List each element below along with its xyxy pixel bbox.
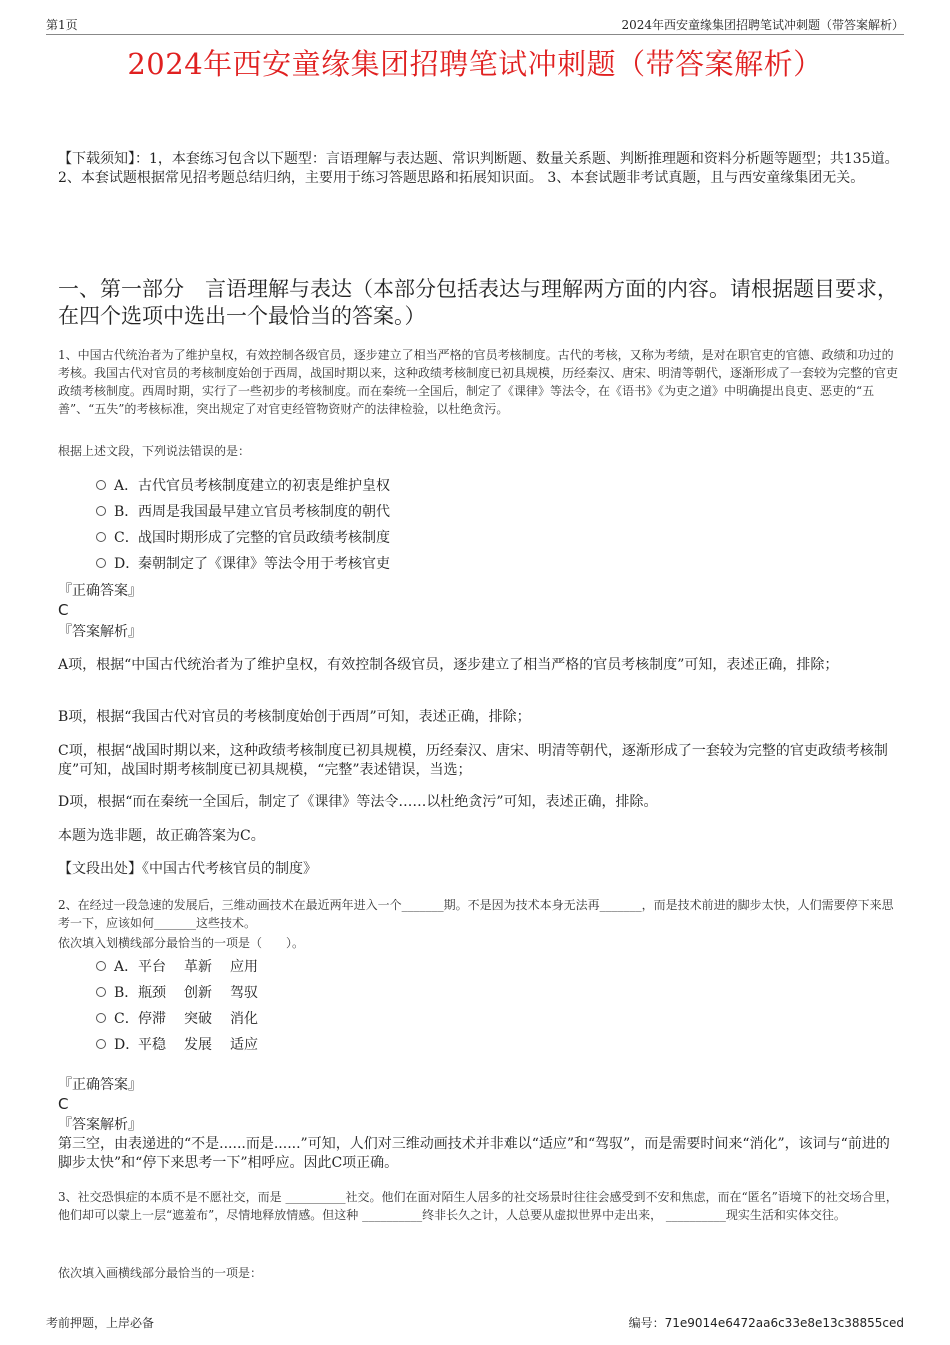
q1-conclusion: 本题为选非题，故正确答案为C。 (58, 828, 265, 844)
q1-analysis-a: A项，根据“中国古代统治者为了维护皇权，有效控制各级官员，逐步建立了相当严格的官员考核制度”可知，表述正确，排除； (58, 657, 839, 673)
q2-option-c[interactable]: C．停滞 突破 消化 (96, 1009, 276, 1029)
radio-icon[interactable] (96, 1013, 106, 1023)
footer-code: 编号：71e9014e6472aa6c33e8e13c38855ced (628, 1316, 904, 1330)
q2-option-a[interactable]: A．平台 革新 应用 (96, 957, 276, 977)
q1-option-c[interactable]: C．战国时期形成了完整的官员政绩考核制度 (96, 528, 390, 548)
document-title: 2024年西安童缘集团招聘笔试冲刺题（带答案解析） (127, 47, 823, 81)
radio-icon[interactable] (96, 1039, 106, 1049)
radio-icon[interactable] (96, 506, 106, 516)
q1-analysis-d: D项，根据“而在秦统一全国后，制定了《课律》等法令……以杜绝贪污”可知，表述正确，排除。 (58, 794, 658, 810)
page-number: 第1页 (46, 18, 78, 32)
q2-answer-label: 『正确答案』 (58, 1077, 142, 1093)
q1-stem: 1、中国古代统治者为了维护皇权，有效控制各级官员，逐步建立了相当严格的官员考核制度。古代的考核，又称为考绩，是对在职官吏的官德、政绩和功过的考核。我国古代对官员的考核制度始创于西周，战国时期以来，这种政绩考核制度已初具规模，历经秦汉、唐宋、明清等朝代，逐渐形成了一套较为完整的官吏政绩考核制度。西周时期，实行了一些初步的考核制度。而在秦统一全国后，制定了《课律》等法令，在《语书》《为吏之道》中明确提出良吏、恶吏的“五善”、“五失”的考核标准，突出规定了对官吏经管物资财产的法律检验，以杜绝贪污。 (58, 348, 899, 416)
download-notice: 【下载须知】：1，本套练习包含以下题型：言语理解与表达题、常识判断题、数量关系题、判断推理题和资料分析题等题型；共135道。 2、本套试题根据常见招考题总结归纳，主要用于练习答题思路和拓展知识面。 3、本套试题非考试真题，且与西安童缘集团无关。 (58, 151, 899, 186)
q1-analysis-b: B项，根据“我国古代对官员的考核制度始创于西周”可知，表述正确，排除； (58, 709, 531, 725)
q1-answer-label: 『正确答案』 (58, 583, 142, 599)
q1-prompt: 根据上述文段，下列说法错误的是： (58, 444, 251, 458)
section-title: 一、第一部分 言语理解与表达（本部分包括表达与理解两方面的内容。请根据题目要求，在四个选项中选出一个最恰当的答案。） (58, 277, 898, 328)
footer-slogan: 考前押题，上岸必备 (46, 1316, 155, 1330)
radio-icon[interactable] (96, 961, 106, 971)
q1-analysis-label: 『答案解析』 (58, 624, 142, 640)
page-header (46, 16, 904, 35)
q2-answer: C (58, 1095, 69, 1113)
q3-stem: 3、社交恐惧症的本质不是不愿社交，而是 __________社交。他们在面对陌生人居多的社交场景时往往会感受到不安和焦虑，而在“匿名”语境下的社交场合里，他们却可以蒙上一层“遮羞布”，尽情地释放情感。但这种 __________终非长久之计，人总要从虚拟世界中走出来， __________现实生活和实体交往。 (58, 1190, 898, 1222)
q1-answer: C (58, 601, 69, 619)
radio-icon[interactable] (96, 558, 106, 568)
q1-option-a[interactable]: A．古代官员考核制度建立的初衷是维护皇权 (96, 476, 390, 496)
q2-analysis: 第三空，由表递进的“不是......而是......”可知，人们对三维动画技术并非难以“适应”和“驾驭”，而是需要时间来“消化”，该词与“前进的脚步太快”和“停下来思考一下”相呼应。因此C项正确。 (58, 1136, 890, 1171)
header-doc-title: 2024年西安童缘集团招聘笔试冲刺题（带答案解析） (621, 18, 904, 32)
q1-option-d[interactable]: D．秦朝制定了《课律》等法令用于考核官吏 (96, 554, 390, 574)
q1-source: 【文段出处】《中国古代考核官员的制度》 (58, 861, 317, 877)
q3-prompt: 依次填入画横线部分最恰当的一项是： (58, 1266, 263, 1280)
q1-analysis-c: C项，根据“战国时期以来，这种政绩考核制度已初具规模，历经秦汉、唐宋、明清等朝代，逐渐形成了一套较为完整的官吏政绩考核制度”可知，战国时期考核制度已初具规模，“完整”表述错误，当选； (58, 743, 888, 778)
radio-icon[interactable] (96, 987, 106, 997)
q2-option-b[interactable]: B．瓶颈 创新 驾驭 (96, 983, 276, 1003)
radio-icon[interactable] (96, 532, 106, 542)
q2-option-d[interactable]: D．平稳 发展 适应 (96, 1035, 276, 1055)
q2-stem: 2、在经过一段急速的发展后，三维动画技术在最近两年进入一个_______期。不是因为技术本身无法再_______，而是技术前进的脚步太快，人们需要停下来思考一下，应该如何_______这些技术。 (58, 898, 894, 930)
q1-option-b[interactable]: B．西周是我国最早建立官员考核制度的朝代 (96, 502, 390, 522)
q2-analysis-label: 『答案解析』 (58, 1117, 142, 1133)
q2-prompt: 依次填入划横线部分最恰当的一项是（ ）。 (58, 936, 305, 950)
radio-icon[interactable] (96, 480, 106, 490)
